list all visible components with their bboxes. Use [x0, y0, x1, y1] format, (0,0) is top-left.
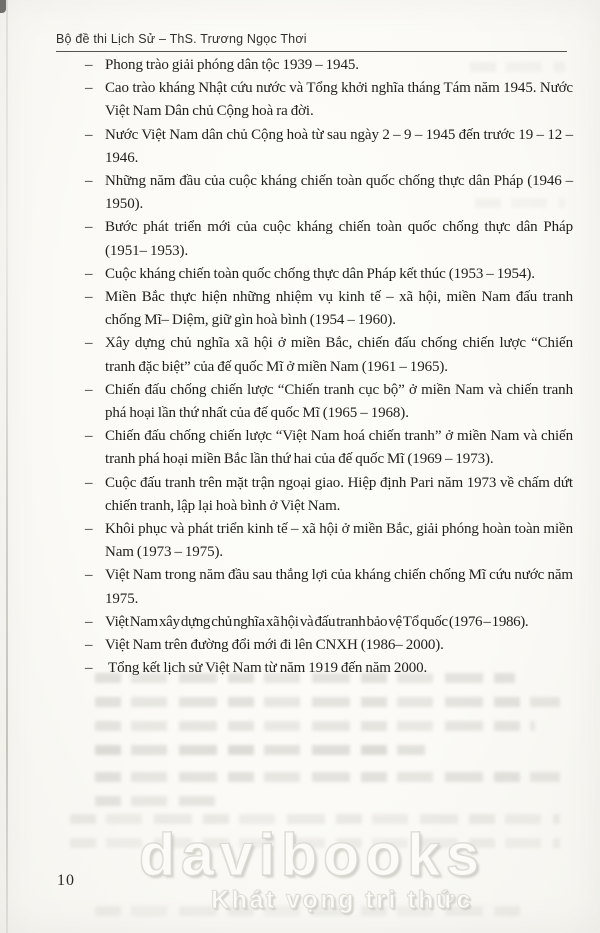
bleedthrough-line: [95, 673, 515, 683]
list-item-text: Miền Bắc thực hiện những nhiệm vụ kinh tế – xã hội, miền Nam đấu tranh chống Mĩ– Diệm, giữ gìn hoà bình (1954 – 1960).: [105, 289, 573, 329]
list-item-text: Nước Việt Nam dân chủ Cộng hoà từ sau ngày 2 – 9 – 1945 đến trước 19 – 12 – 1946.: [105, 126, 573, 166]
list-item: [84, 611, 573, 634]
dash-marker: –: [85, 428, 93, 445]
list-item: [84, 263, 573, 286]
dash-marker: –: [85, 219, 93, 236]
dash-marker: –: [85, 381, 93, 398]
bleedthrough-line: [95, 796, 215, 806]
list-item-text: Chiến đấu chống chiến lược “Chiến tranh cục bộ” ở miền Nam và chiến tranh phá hoại lần thứ nhất của đế quốc Mĩ (1965 – 1968).: [105, 381, 573, 422]
list-item: [84, 124, 573, 170]
running-header-text: Bộ đề thi Lịch Sử – ThS. Trương Ngọc Thơi: [56, 32, 307, 46]
list-item: [84, 170, 573, 216]
list-item-text: Việt Nam trong năm đầu sau thắng lợi của kháng chiến chống Mĩ cứu nước năm 1975.: [105, 567, 573, 607]
list-item: [84, 77, 573, 123]
dash-marker: –: [85, 126, 93, 143]
list-item: [84, 216, 573, 262]
list-item: [84, 472, 573, 518]
bleedthrough-line: [95, 745, 425, 755]
dash-marker: –: [85, 660, 93, 677]
bleedthrough-line: [95, 906, 525, 916]
dash-marker: –: [85, 289, 93, 306]
period-list: [84, 54, 573, 680]
list-item-text: Cuộc đấu tranh trên mặt trận ngoại giao. Hiệp định Pari năm 1973 về chấm dứt chiến tranh, lập lại hoà bình ở Việt Nam.: [105, 474, 573, 514]
list-item-text: Bước phát triển mới của cuộc kháng chiến toàn quốc chống thực dân Pháp (1951– 1953).: [105, 219, 573, 259]
dash-marker: –: [85, 637, 93, 654]
list-item: [84, 425, 573, 471]
list-item: [84, 518, 573, 564]
list-item: [84, 286, 573, 332]
dash-marker: –: [85, 80, 93, 97]
list-item-text: Phong trào giải phóng dân tộc 1939 – 1945.: [105, 57, 359, 73]
list-item-text: Tổng kết lịch sử Việt Nam từ năm 1919 đến năm 2000.: [108, 660, 428, 677]
bleedthrough-line: [70, 838, 560, 848]
dash-marker: –: [85, 567, 93, 584]
bleedthrough-line: [95, 721, 535, 731]
list-item-text: Cao trào kháng Nhật cứu nước và Tổng khởi nghĩa tháng Tám năm 1945. Nước Việt Nam Dân chủ Cộng hoà ra đời.: [105, 80, 573, 120]
list-item: [84, 379, 573, 425]
list-item-text: Những năm đầu của cuộc kháng chiến toàn quốc chống thực dân Pháp (1946 – 1950).: [105, 173, 573, 213]
bleedthrough-line: [475, 198, 565, 208]
bleedthrough-line: [470, 62, 565, 72]
list-item-text: Khôi phục và phát triển kinh tế – xã hội ở miền Bắc, giải phóng hoàn toàn miền Nam (1973 – 1975).: [105, 521, 573, 561]
watermark-brand: davibooks: [139, 822, 485, 888]
list-item-text: Xây dựng chủ nghĩa xã hội ở miền Bắc, chiến đấu chống chiến lược “Chiến tranh đặc biệt” của đế quốc Mĩ ở miền Nam (1961 – 1965).: [105, 335, 573, 375]
running-header: [56, 32, 567, 52]
bleedthrough-line: [70, 814, 560, 824]
bleedthrough-line: [95, 772, 560, 782]
dash-marker: –: [85, 173, 93, 190]
dash-marker: –: [85, 474, 93, 491]
list-item: [84, 564, 573, 610]
dash-marker: –: [85, 613, 93, 630]
dash-marker: –: [85, 57, 93, 73]
watermark-tagline: Khát vọng tri thức: [211, 886, 473, 914]
page-number: 10: [57, 872, 75, 889]
list-item-text: Chiến đấu chống chiến lược “Việt Nam hoá chiến tranh” ở miền Nam và chiến tranh phá hoại miền Bắc lần thứ hai của đế quốc Mĩ (1969 – 1973).: [105, 428, 573, 468]
list-item: [84, 634, 573, 657]
dash-marker: –: [85, 335, 93, 352]
list-item-text: Cuộc kháng chiến toàn quốc chống thực dân Pháp kết thúc (1953 – 1954).: [105, 265, 535, 282]
bleedthrough-line: [95, 697, 560, 707]
list-item-text: Việt Nam xây dựng chủ nghĩa xã hội và đấu tranh bảo vệ Tổ quốc (1976 – 1986).: [105, 613, 529, 630]
list-item-text: Việt Nam trên đường đổi mới đi lên CNXH (1986– 2000).: [105, 637, 444, 654]
list-item: [84, 332, 573, 378]
scan-edge-line: [6, 0, 8, 933]
dash-marker: –: [85, 265, 93, 282]
dash-marker: –: [85, 521, 93, 538]
